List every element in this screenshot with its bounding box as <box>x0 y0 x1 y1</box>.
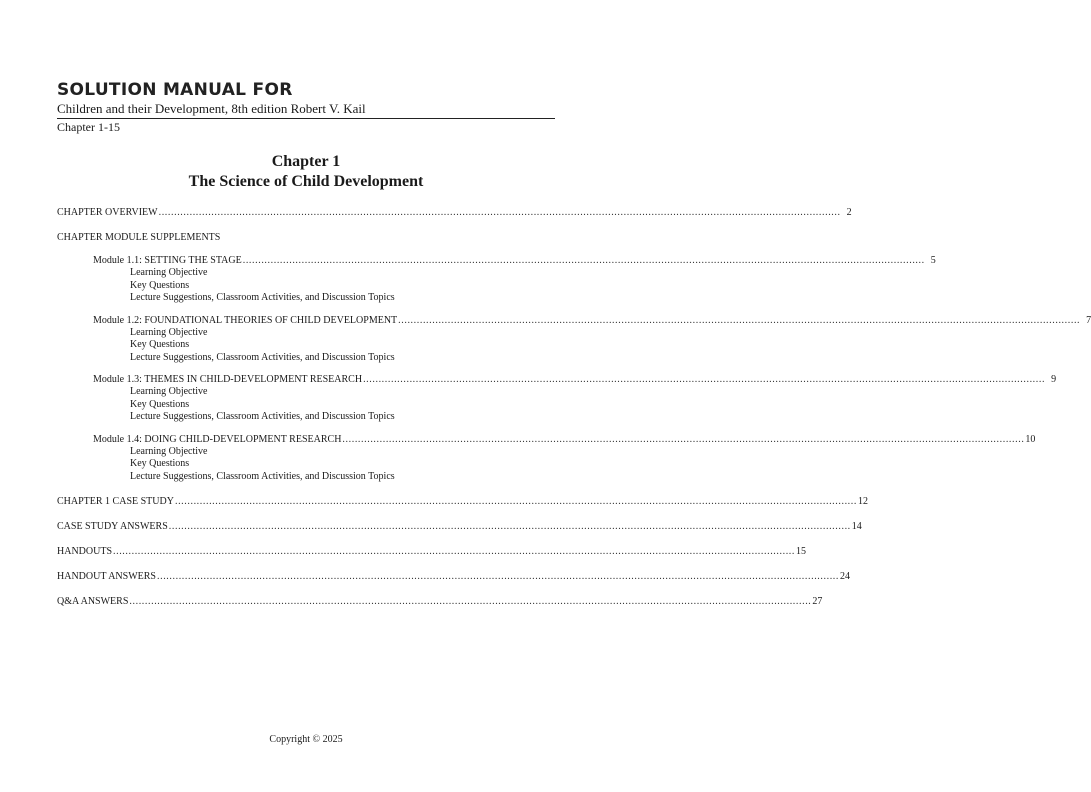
supplements-heading: CHAPTER MODULE SUPPLEMENTS <box>57 232 221 243</box>
toc-leader: ............................................................................................................................................................................................................................ <box>129 596 812 607</box>
toc-module-4 <box>57 433 1036 484</box>
toc-label: Module 1.4: DOING CHILD-DEVELOPMENT RESEARCH <box>93 433 342 445</box>
toc-label: HANDOUT ANSWERS <box>57 571 156 582</box>
toc-subitem: Key Questions <box>130 398 190 410</box>
toc-subitem: Learning Objective <box>130 326 208 338</box>
toc-subitem: Lecture Suggestions, Classroom Activities, and Discussion Topics <box>130 411 395 422</box>
toc-entry-module[interactable] <box>93 433 1036 446</box>
manual-title: SOLUTION MANUAL FOR <box>57 80 293 100</box>
toc-label: HANDOUTS <box>57 546 112 557</box>
toc-subitem: Learning Objective <box>130 386 208 397</box>
toc-page: 15 <box>796 546 806 557</box>
document-header <box>57 80 555 135</box>
toc-module-3 <box>57 373 1057 424</box>
toc-entry-case-study-answers[interactable] <box>57 520 862 533</box>
toc-page: 24 <box>840 571 850 582</box>
toc-label: CHAPTER 1 CASE STUDY <box>57 496 174 507</box>
toc-entry-module[interactable] <box>93 373 1057 386</box>
chapter-number: Chapter 1 <box>271 153 341 170</box>
toc-entry-module[interactable] <box>93 314 1091 327</box>
toc-label: Module 1.3: THEMES IN CHILD-DEVELOPMENT RESEARCH <box>93 374 363 385</box>
toc-module-2 <box>57 314 1091 365</box>
toc-label: Q&A ANSWERS <box>57 596 129 607</box>
chapter-heading <box>0 152 612 192</box>
toc-entry-handout-answers[interactable] <box>57 570 850 583</box>
toc-subitem: Learning Objective <box>130 445 208 457</box>
toc-leader: ............................................................................................................................................................................................................................ <box>168 521 851 532</box>
toc-entry-handouts[interactable] <box>57 545 806 558</box>
toc-leader: ............................................................................................................................................................................................................................ <box>174 496 857 507</box>
toc-subitem: Lecture Suggestions, Classroom Activities, and Discussion Topics <box>130 470 395 482</box>
chapter-range: Chapter 1-15 <box>57 120 120 134</box>
toc-page: 2 <box>846 207 852 218</box>
toc-leader: ............................................................................................................................................................................................................................ <box>157 571 839 582</box>
chapter-title: The Science of Child Development <box>188 173 424 190</box>
book-title-line: Children and their Development, 8th edition Robert V. Kail <box>57 101 366 116</box>
toc-label: Module 1.1: SETTING THE STAGE <box>93 255 242 266</box>
toc-leader: ............................................................................................................................................................................................................................ <box>113 546 795 557</box>
toc-subitem: Key Questions <box>130 339 190 350</box>
toc-subitem: Lecture Suggestions, Classroom Activities, and Discussion Topics <box>130 292 395 303</box>
toc-page: 27 <box>812 596 823 607</box>
toc-page: 7 <box>1086 314 1091 326</box>
toc-module-1 <box>57 254 936 305</box>
toc-entry-overview[interactable] <box>57 206 852 219</box>
toc-entry-case-study[interactable] <box>57 495 868 508</box>
toc-leader: ............................................................................................................................................................................................................................ <box>158 207 841 218</box>
toc-page: 14 <box>851 521 862 532</box>
toc-label: CHAPTER OVERVIEW <box>57 207 158 218</box>
toc-leader: ............................................................................................................................................................................................................................ <box>242 255 925 266</box>
toc-subitem: Key Questions <box>130 279 190 291</box>
toc-page: 12 <box>857 496 868 507</box>
copyright-footer: Copyright © 2025 <box>269 734 343 745</box>
table-of-contents <box>57 206 1091 620</box>
toc-page: 10 <box>1025 433 1036 445</box>
toc-entry-module[interactable] <box>93 254 936 267</box>
toc-subitem: Key Questions <box>130 458 190 469</box>
toc-page: 5 <box>930 255 936 266</box>
toc-subitem: Lecture Suggestions, Classroom Activities, and Discussion Topics <box>130 351 395 363</box>
toc-leader: ............................................................................................................................................................................................................................ <box>398 314 1081 326</box>
toc-leader: ............................................................................................................................................................................................................................ <box>363 374 1046 385</box>
toc-subitem: Learning Objective <box>130 267 208 278</box>
toc-leader: ............................................................................................................................................................................................................................ <box>342 433 1025 445</box>
toc-entry-qa-answers[interactable] <box>57 595 823 608</box>
toc-label: CASE STUDY ANSWERS <box>57 521 168 532</box>
header-rule <box>57 118 555 119</box>
toc-page: 9 <box>1051 374 1057 385</box>
toc-label: Module 1.2: FOUNDATIONAL THEORIES OF CHILD DEVELOPMENT <box>93 314 398 326</box>
